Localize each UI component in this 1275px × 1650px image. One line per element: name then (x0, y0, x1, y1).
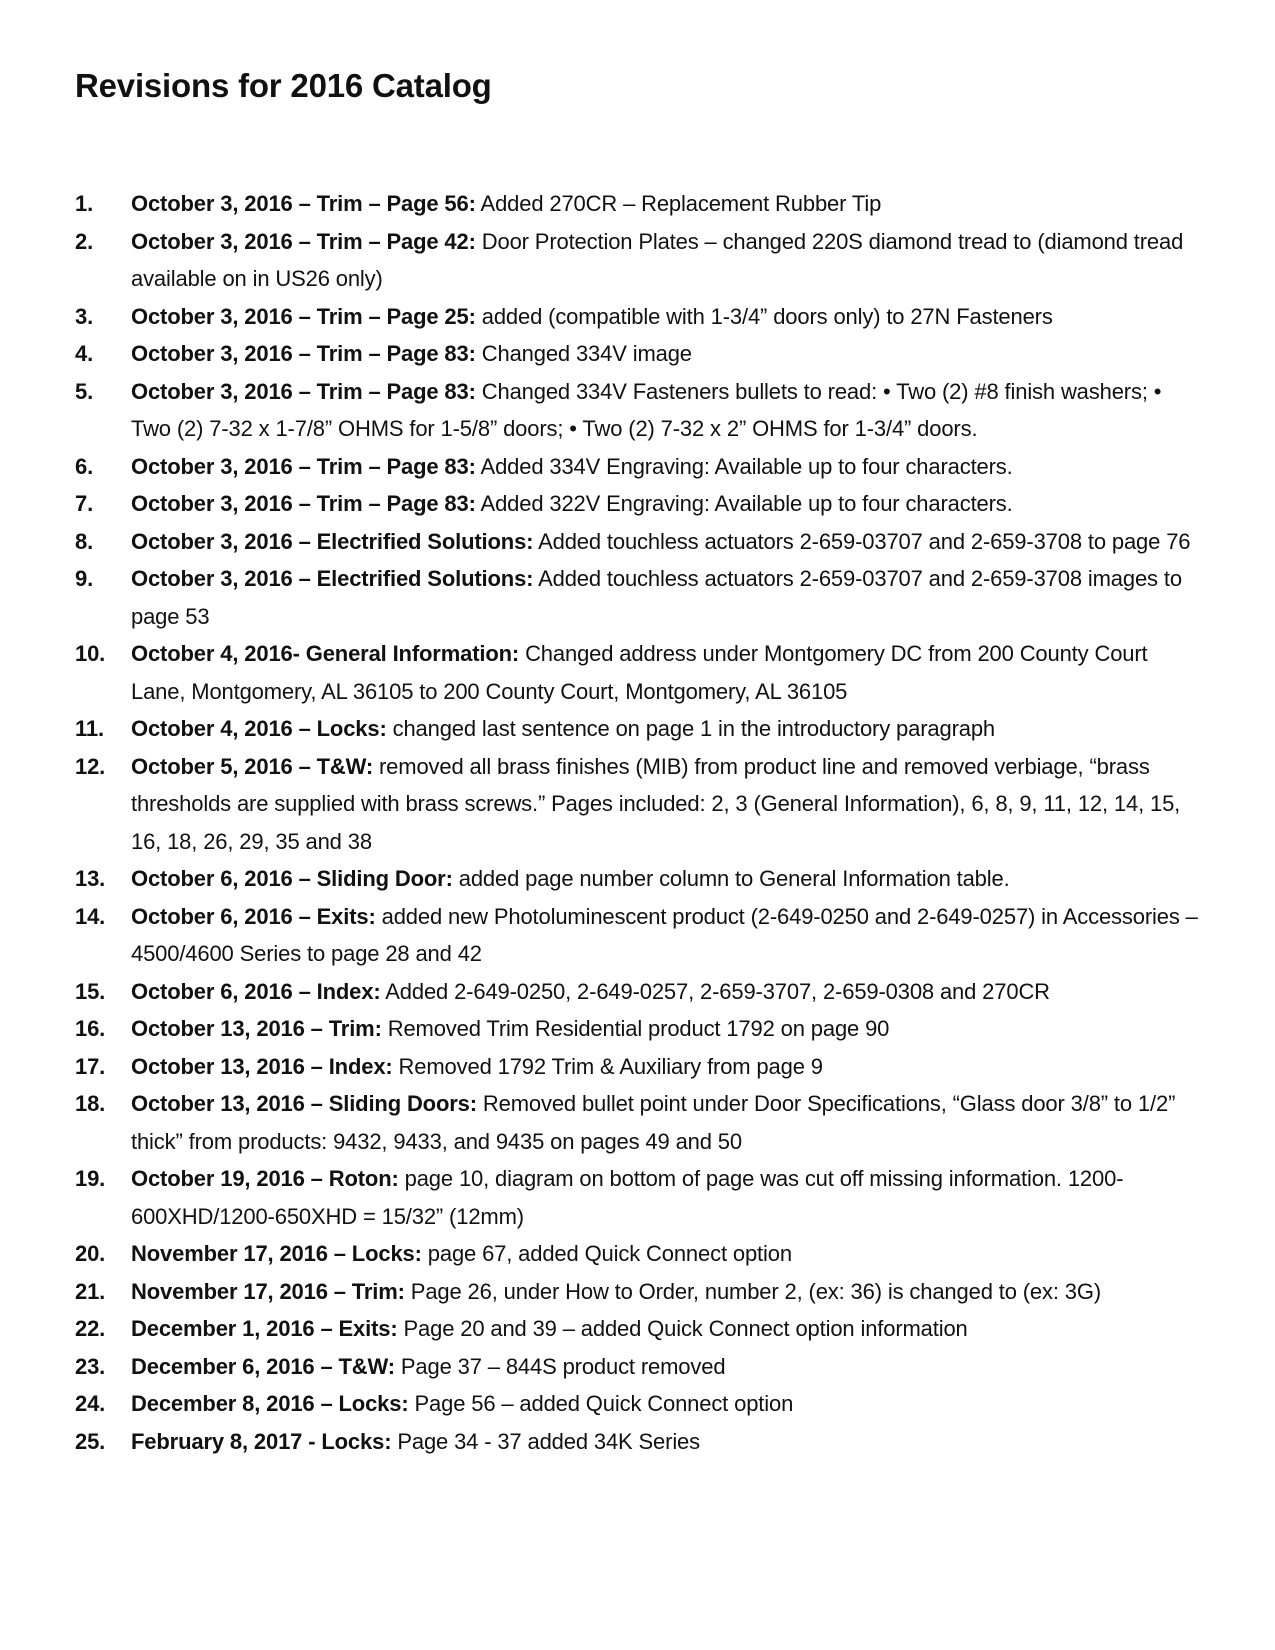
item-text: Door Protection Plates – changed 220S diamond tread to (diamond tread available on in US26 only) (131, 228, 1184, 291)
item-text: Removed 1792 Trim & Auxiliary from page 9 (392, 1053, 823, 1079)
item-number: 12. (75, 753, 106, 779)
item-text: Page 34 - 37 added 34K Series (391, 1428, 700, 1454)
item-heading: October 3, 2016 – Trim – Page 83: (131, 453, 476, 479)
item-text: Page 20 and 39 – added Quick Connect option information (397, 1316, 968, 1341)
list-item (0, 860, 1275, 898)
item-number: 22. (75, 1316, 106, 1341)
list-item (0, 1235, 1275, 1273)
list-item (0, 298, 1275, 336)
item-text: added (compatible with 1-3/4” doors only) to 27N Fasteners (475, 303, 1053, 329)
item-number: 14. (75, 903, 106, 929)
item-number: 19. (75, 1166, 106, 1191)
list-item (0, 1423, 1275, 1461)
item-number: 2. (75, 228, 94, 254)
item-text: Removed bullet point under Door Specifications, “Glass door 3/8” to 1/2” thick” from products: 9432, 9433, and 9435 on pages 49 and 50 (131, 1091, 1176, 1154)
item-text: Added touchless actuators 2-659-03707 and 2-659-3708 images to page 53 (131, 566, 1182, 629)
list-item (0, 1085, 1275, 1160)
list-item (0, 748, 1275, 861)
item-heading: October 6, 2016 – Sliding Door: (131, 866, 453, 891)
list-item (0, 373, 1275, 448)
item-heading: October 3, 2016 – Trim – Page 42: (131, 228, 476, 254)
item-text: Changed address under Montgomery DC from 200 County Court Lane, Montgomery, AL 36105 to 200 County Court, Montgomery, AL 36105 (131, 641, 1148, 704)
list-item (0, 710, 1275, 748)
item-heading: October 6, 2016 – Exits: (131, 903, 376, 929)
list-item (0, 1273, 1275, 1311)
item-text: Added touchless actuators 2-659-03707 and 2-659-3708 to page 76 (533, 528, 1191, 554)
item-number: 9. (75, 566, 94, 591)
item-heading: October 3, 2016 – Trim – Page 25: (131, 303, 476, 329)
item-text: Changed 334V Fasteners bullets to read: • Two (2) #8 finish washers; • Two (2) 7-32 x 1-7/8” OHMS for 1-5/8” doors; • Two (2) 7-32 x 2” OHMS for 1-3/4” doors. (131, 378, 1162, 441)
item-text: page 67, added Quick Connect option (421, 1241, 792, 1266)
list-item (0, 335, 1275, 373)
item-number: 11. (75, 716, 104, 741)
item-heading: November 17, 2016 – Trim: (131, 1278, 405, 1304)
item-heading: October 3, 2016 – Trim – Page 56: (131, 191, 476, 216)
item-text: Added 322V Engraving: Available up to four characters. (475, 491, 1013, 516)
item-heading: October 5, 2016 – T&W: (131, 753, 374, 779)
item-heading: October 3, 2016 – Trim – Page 83: (131, 378, 476, 404)
item-number: 21. (75, 1278, 106, 1304)
list-item (0, 1010, 1275, 1048)
item-number: 15. (75, 978, 106, 1004)
item-number: 8. (75, 528, 94, 554)
item-number: 3. (75, 303, 94, 329)
item-heading: October 4, 2016- General Information: (131, 641, 520, 666)
list-item (0, 1160, 1275, 1235)
item-number: 1. (75, 191, 94, 216)
item-heading: December 8, 2016 – Locks: (131, 1391, 409, 1416)
item-number: 7. (75, 491, 94, 516)
list-item (0, 973, 1275, 1011)
item-text: changed last sentence on page 1 in the introductory paragraph (386, 716, 995, 741)
item-text: Page 56 – added Quick Connect option (408, 1391, 794, 1416)
item-number: 13. (75, 866, 106, 891)
list-item (0, 1048, 1275, 1086)
item-heading: October 3, 2016 – Electrified Solutions: (131, 528, 534, 554)
list-item (0, 898, 1275, 973)
item-heading: December 6, 2016 – T&W: (131, 1353, 395, 1379)
page-title: Revisions for 2016 Catalog (75, 67, 492, 104)
list-item (0, 223, 1275, 298)
item-heading: October 4, 2016 – Locks: (131, 716, 387, 741)
item-number: 16. (75, 1016, 106, 1041)
item-number: 24. (75, 1391, 106, 1416)
list-item (0, 523, 1275, 561)
list-item (0, 1348, 1275, 1386)
item-text: page 10, diagram on bottom of page was cut off missing information. 1200-600XHD/1200-650XHD = 15/32” (12mm) (131, 1166, 1124, 1229)
item-text: Added 2-649-0250, 2-649-0257, 2-659-3707, 2-659-0308 and 270CR (380, 978, 1050, 1004)
item-number: 10. (75, 641, 106, 666)
item-number: 5. (75, 378, 94, 404)
item-number: 23. (75, 1353, 106, 1379)
item-text: Changed 334V image (475, 341, 692, 366)
item-number: 20. (75, 1241, 106, 1266)
list-item (0, 485, 1275, 523)
revisions-list (0, 185, 1275, 1460)
list-item (0, 448, 1275, 486)
item-heading: October 3, 2016 – Trim – Page 83: (131, 491, 476, 516)
list-item (0, 635, 1275, 710)
item-text: Page 37 – 844S product removed (394, 1353, 726, 1379)
item-number: 6. (75, 453, 94, 479)
item-number: 17. (75, 1053, 106, 1079)
item-number: 25. (75, 1428, 106, 1454)
item-heading: October 13, 2016 – Index: (131, 1053, 393, 1079)
item-number: 18. (75, 1091, 106, 1116)
item-text: added page number column to General Information table. (452, 866, 1010, 891)
list-item (0, 560, 1275, 635)
item-heading: October 13, 2016 – Trim: (131, 1016, 382, 1041)
item-heading: December 1, 2016 – Exits: (131, 1316, 398, 1341)
item-text: Removed Trim Residential product 1792 on page 90 (381, 1016, 890, 1041)
item-heading: October 3, 2016 – Electrified Solutions: (131, 566, 534, 591)
list-item (0, 185, 1275, 223)
item-heading: February 8, 2017 - Locks: (131, 1428, 392, 1454)
list-item (0, 1310, 1275, 1348)
item-heading: November 17, 2016 – Locks: (131, 1241, 422, 1266)
item-heading: October 13, 2016 – Sliding Doors: (131, 1091, 477, 1116)
item-number: 4. (75, 341, 94, 366)
item-text: removed all brass finishes (MIB) from product line and removed verbiage, “brass thresholds are supplied with brass screws.” Pages included: 2, 3 (General Information), 6, 8, 9, 11, 12, 14, 15, 16, 18, 26, 29, 35 and 38 (131, 753, 1181, 854)
list-item (0, 1385, 1275, 1423)
item-text: Added 270CR – Replacement Rubber Tip (475, 191, 882, 216)
item-text: added new Photoluminescent product (2-649-0250 and 2-649-0257) in Accessories – 4500/4600 Series to page 28 and 42 (131, 903, 1198, 966)
item-heading: October 6, 2016 – Index: (131, 978, 381, 1004)
item-heading: October 19, 2016 – Roton: (131, 1166, 399, 1191)
item-text: Added 334V Engraving: Available up to four characters. (475, 453, 1013, 479)
item-text: Page 26, under How to Order, number 2, (ex: 36) is changed to (ex: 3G) (404, 1278, 1102, 1304)
item-heading: October 3, 2016 – Trim – Page 83: (131, 341, 476, 366)
